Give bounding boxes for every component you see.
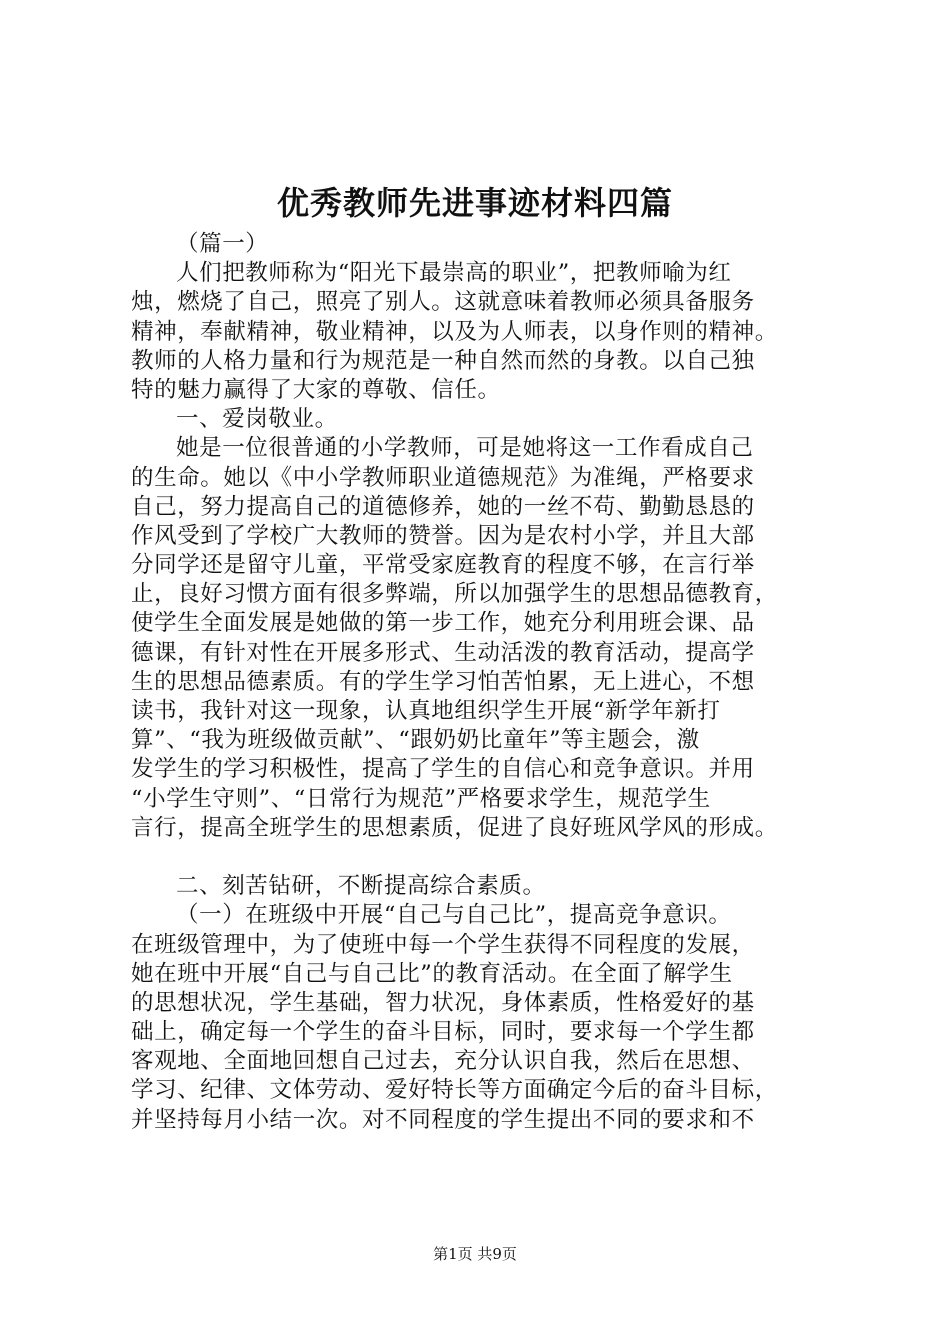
text-line: 止，良好习惯方面有很多弊端，所以加强学生的思想品德教育，	[131, 581, 778, 608]
text-line: 特的魅力赢得了大家的尊敬、信任。	[131, 376, 501, 403]
text-line: 础上，确定每一个学生的奋斗目标，同时，要求每一个学生都	[131, 1019, 755, 1046]
text-line: 教师的人格力量和行为规范是一种自然而然的身教。以自己独	[131, 347, 755, 374]
text-line: 德课，有针对性在开展多形式、生动活泼的教育活动，提高学	[131, 639, 755, 666]
text-line: 读书，我针对这一现象，认真地组织学生开展“新学年新打	[131, 698, 721, 724]
page-footer: 第1页 共9页	[433, 1245, 517, 1263]
text-line: 一、爱岗敬业。	[176, 406, 338, 433]
text-line: 精神，奉献精神，敬业精神，以及为人师表，以身作则的精神。	[131, 318, 778, 345]
text-line: 使学生全面发展是她做的第一步工作，她充分利用班会课、品	[131, 610, 755, 637]
blank-line	[131, 843, 851, 872]
text-line: 作风受到了学校广大教师的赞誉。因为是农村小学，并且大部	[131, 522, 755, 549]
text-line: 言行，提高全班学生的思想素质，促进了良好班风学风的形成。	[131, 814, 778, 841]
text-line: 她在班中开展“自己与自己比”的教育活动。在全面了解学生	[131, 960, 733, 987]
text-line: （一）在班级中开展“自己与自己比”，提高竞争意识。	[176, 902, 732, 929]
text-line: “小学生守则”、“日常行为规范”严格要求学生，规范学生	[131, 785, 711, 812]
text-line: 的思想状况，学生基础，智力状况，身体素质，性格爱好的基	[131, 989, 755, 1016]
text-line: 在班级管理中，为了使班中每一个学生获得不同程度的发展，	[131, 931, 755, 958]
document-title: 优秀教师先进事迹材料四篇	[276, 184, 673, 222]
text-line: 分同学还是留守儿童，平常受家庭教育的程度不够，在言行举	[131, 552, 755, 579]
text-line: 烛，燃烧了自己，照亮了别人。这就意味着教师必须具备服务	[131, 289, 755, 316]
text-line: 她是一位很普通的小学教师，可是她将这一工作看成自己	[176, 435, 754, 462]
text-line: 人们把教师称为“阳光下最崇高的职业”，把教师喻为红	[176, 260, 732, 287]
text-line: 的生命。她以《中小学教师职业道德规范》为准绳，严格要求	[131, 464, 755, 491]
text-line: 算”、“我为班级做贡献”、“跟奶奶比童年”等主题会，激	[131, 727, 700, 754]
text-line: 生的思想品德素质。有的学生学习怕苦怕累，无上进心，不想	[131, 668, 755, 695]
text-line: 客观地、全面地回想自己过去，充分认识自我，然后在思想、	[131, 1048, 755, 1075]
text-line: （篇一）	[176, 231, 269, 257]
text-line: 学习、纪律、文体劳动、爱好特长等方面确定今后的奋斗目标，	[131, 1077, 778, 1104]
document-body	[131, 230, 851, 1135]
text-line: 并坚持每月小结一次。对不同程度的学生提出不同的要求和不	[131, 1106, 755, 1133]
text-line: 自己，努力提高自己的道德修养，她的一丝不苟、勤勤恳恳的	[131, 493, 755, 520]
text-line: 二、刻苦钻研，不断提高综合素质。	[176, 873, 546, 900]
text-line: 发学生的学习积极性，提高了学生的自信心和竞争意识。并用	[131, 756, 755, 783]
